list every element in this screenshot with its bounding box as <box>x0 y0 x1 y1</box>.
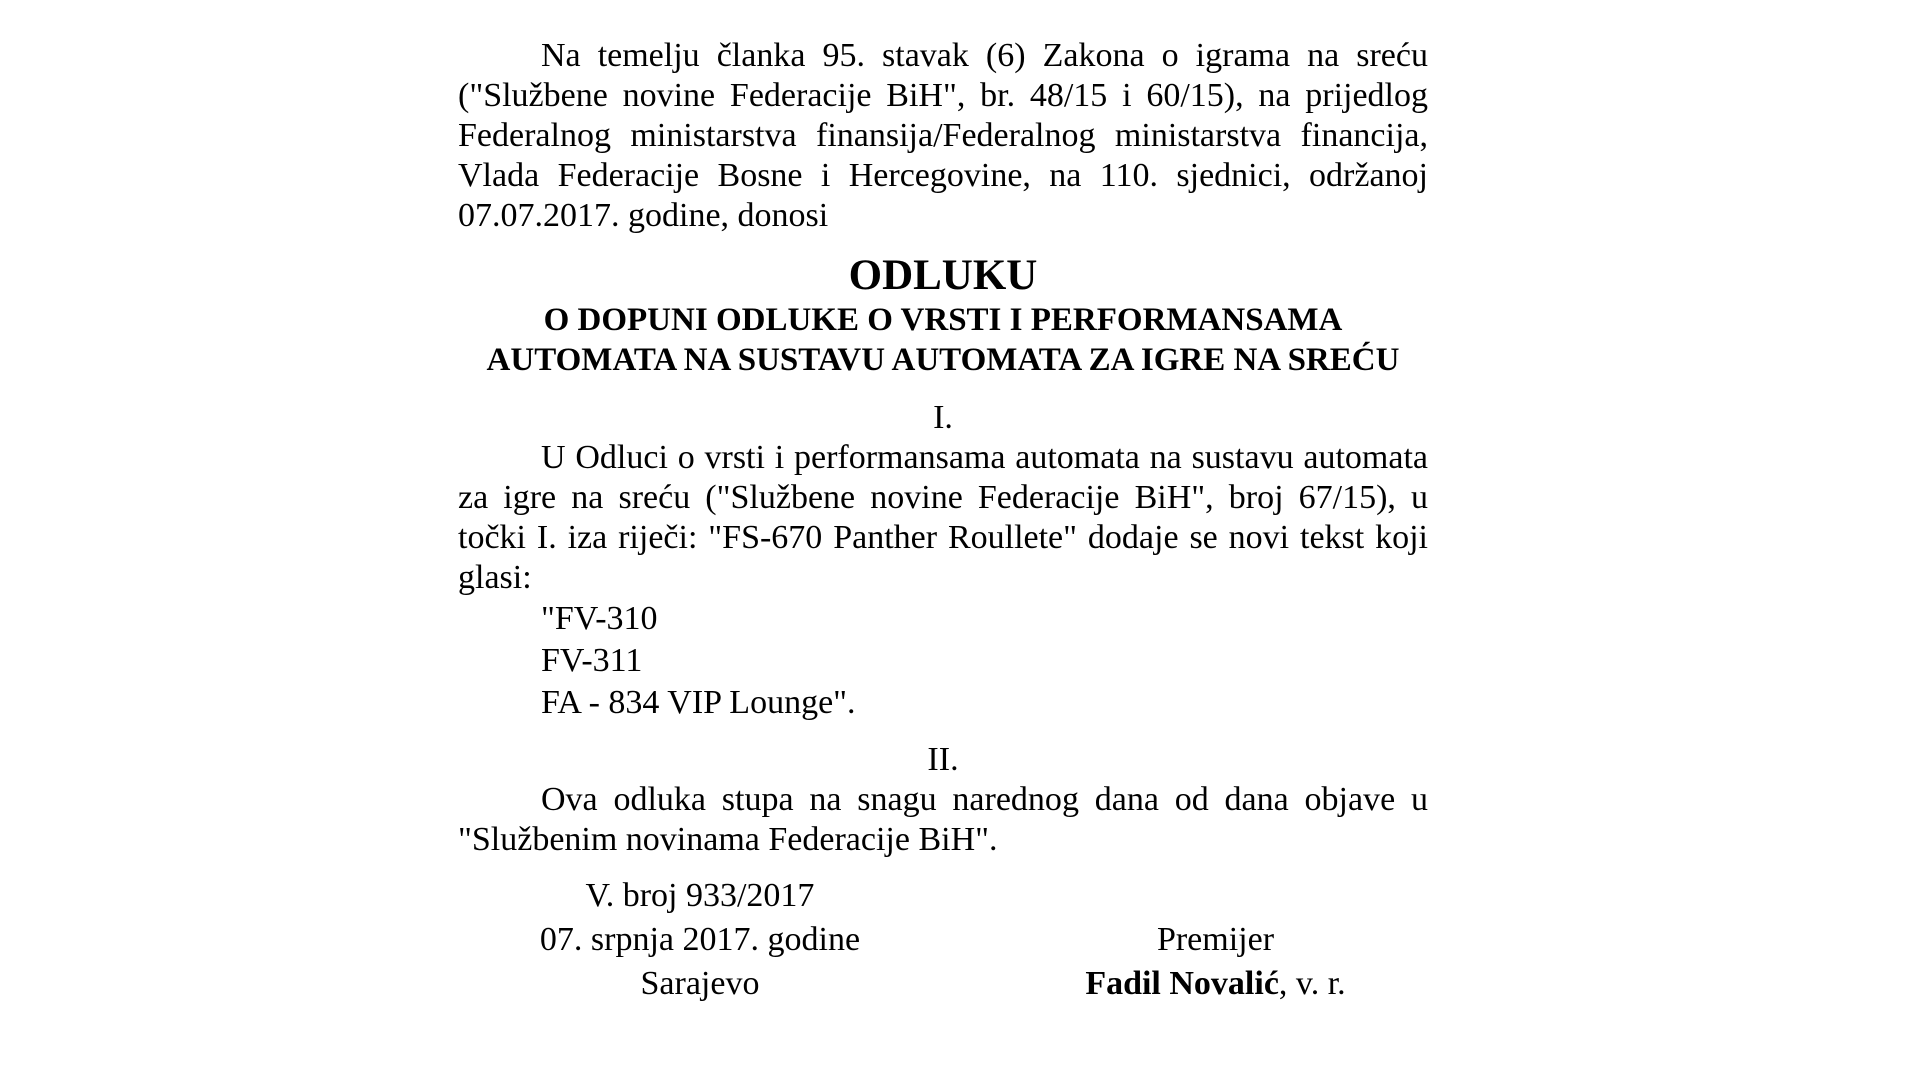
section-ii-text: Ova odluka stupa na snagu narednog dana od dana objave u "Službenim novinama Federacije BiH". <box>458 781 1428 858</box>
preamble-paragraph: Na temelju članka 95. stavak (6) Zakona o igrama na sreću ("Službene novine Federacije BiH", br. 48/15 i 60/15), na prijedlog Federalnog ministarstva finansija/Federalnog ministarstva financija, Vlada Federacije Bosne i Hercegovine, na 110. sjednici, održanoj 07.07.2017. godine, donosi <box>458 37 1428 234</box>
signatory-suffix: , v. r. <box>1278 965 1346 1002</box>
signature-block <box>458 874 1428 1004</box>
document-title: ODLUKU <box>848 252 1038 299</box>
signatory-role: Premijer <box>1156 921 1275 958</box>
signatory-name: Fadil Novalić <box>1085 965 1279 1002</box>
document-reference <box>500 874 900 1006</box>
list-item: "FV-310 <box>541 600 658 637</box>
section-i-heading: I. <box>933 399 953 436</box>
list-item: FV-311 <box>541 642 643 679</box>
signatory <box>1023 918 1408 1006</box>
reference-place: Sarajevo <box>640 965 760 1002</box>
reference-number: V. broj 933/2017 <box>585 877 815 914</box>
section-ii <box>458 740 1428 860</box>
section-i <box>458 398 1428 724</box>
list-item: FA - 834 VIP Lounge". <box>541 684 856 721</box>
section-ii-heading: II. <box>927 741 959 778</box>
reference-date: 07. srpnja 2017. godine <box>539 921 861 958</box>
added-models-list <box>458 598 1428 724</box>
section-i-text: U Odluci o vrsti i performansama automata na sustavu automata za igre na sreću ("Službene novine Federacije BiH", broj 67/15), u točki I. iza riječi: "FS-670 Panther Roullete" dodaje se novi tekst koji glasi: <box>458 439 1428 596</box>
document-page <box>458 36 1428 1004</box>
signatory-line <box>1023 962 1408 1006</box>
document-subtitle: O DOPUNI ODLUKE O VRSTI I PERFORMANSAMA AUTOMATA NA SUSTAVU AUTOMATA ZA IGRE NA SREĆU <box>486 302 1400 378</box>
